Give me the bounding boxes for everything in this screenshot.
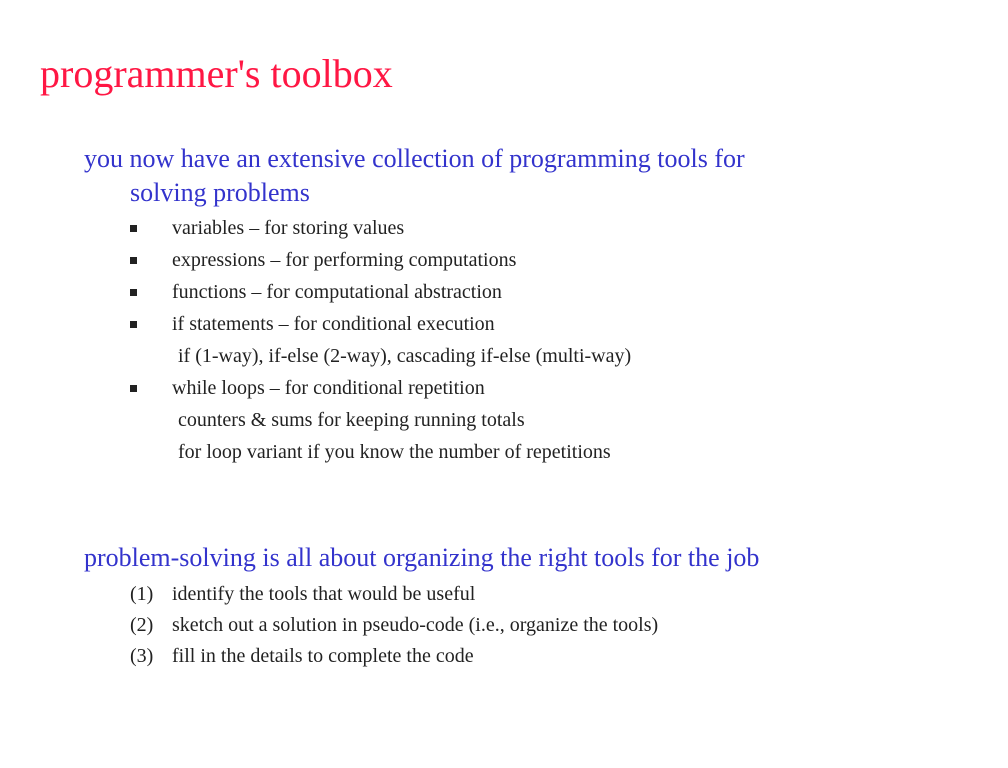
list-item-text: functions – for computational abstraction — [172, 281, 502, 303]
section-problem-solving-heading: problem-solving is all about organizing the right tools for the job — [84, 543, 760, 572]
list-item — [130, 212, 631, 244]
list-item — [130, 372, 631, 404]
step-number: (2) — [130, 614, 154, 636]
step-item — [130, 610, 658, 641]
list-subitem-text: if (1-way), if-else (2-way), cascading if-else (multi-way) — [178, 345, 632, 367]
square-bullet-icon — [130, 321, 137, 328]
list-item-text: expressions – for performing computations — [172, 249, 517, 271]
step-number: (1) — [130, 583, 154, 605]
tool-list — [130, 212, 631, 468]
slide-title: programmer's toolbox — [40, 51, 393, 96]
steps-list — [130, 579, 658, 672]
list-subitem — [130, 404, 631, 436]
section-toolbox-heading-line2: solving problems — [130, 178, 310, 207]
square-bullet-icon — [130, 385, 137, 392]
list-item — [130, 276, 631, 308]
list-item — [130, 308, 631, 340]
section-toolbox-heading-line1: you now have an extensive collection of programming tools for — [84, 144, 745, 173]
list-subitem — [130, 340, 631, 372]
step-item — [130, 579, 658, 610]
list-item-text: while loops – for conditional repetition — [172, 377, 485, 399]
step-text: identify the tools that would be useful — [172, 583, 476, 605]
list-item-text: variables – for storing values — [172, 217, 405, 239]
section-toolbox-heading — [84, 142, 964, 210]
step-text: sketch out a solution in pseudo-code (i.e., organize the tools) — [172, 614, 659, 636]
list-item — [130, 244, 631, 276]
list-subitem-text: for loop variant if you know the number of repetitions — [178, 441, 611, 463]
square-bullet-icon — [130, 257, 137, 264]
step-item — [130, 641, 658, 672]
step-text: fill in the details to complete the code — [172, 645, 474, 667]
square-bullet-icon — [130, 225, 137, 232]
list-subitem — [130, 436, 631, 468]
list-item-text: if statements – for conditional execution — [172, 313, 495, 335]
list-subitem-text: counters & sums for keeping running totals — [178, 409, 525, 431]
square-bullet-icon — [130, 289, 137, 296]
step-number: (3) — [130, 645, 154, 667]
